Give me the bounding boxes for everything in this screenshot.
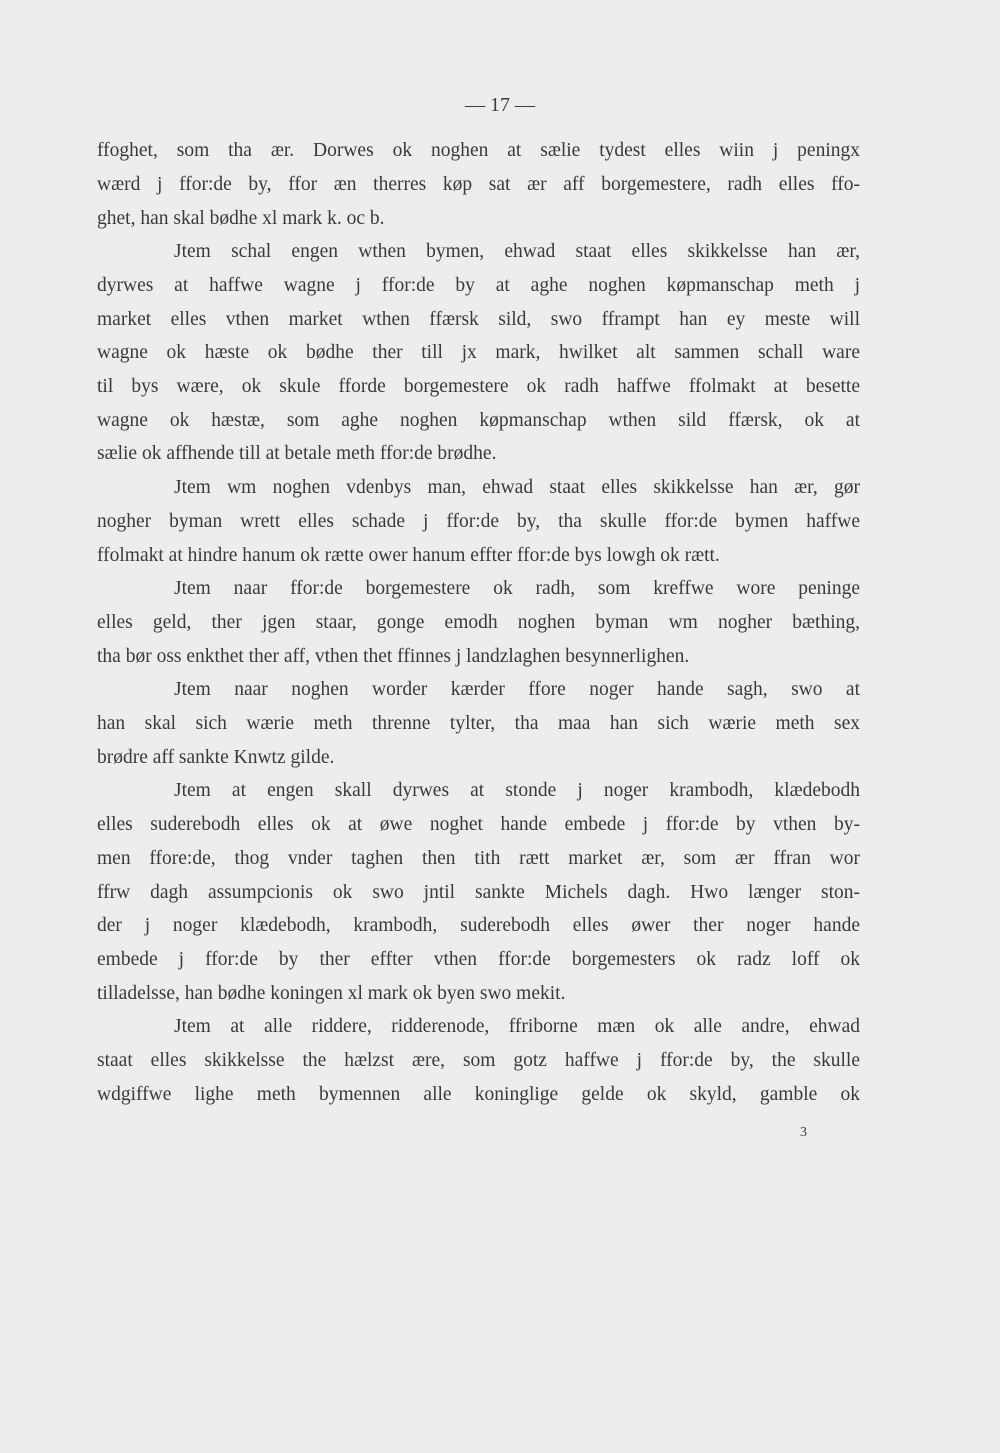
text-line: ffrw dagh assumpcionis ok swo jntil sankte Michels dagh. Hwo længer ston- bbox=[97, 882, 860, 903]
text-line: ghet, han skal bødhe xl mark k. oc b. bbox=[97, 208, 385, 229]
text-line: staat elles skikkelsse the hælzst ære, som gotz haffwe j ffor:de by, the skulle bbox=[97, 1050, 860, 1071]
text-line: Jtem at alle riddere, ridderenode, ffriborne mæn ok alle andre, ehwad bbox=[174, 1016, 860, 1037]
text-line: dyrwes at haffwe wagne j ffor:de by at aghe noghen køpmanschap meth j bbox=[97, 275, 860, 296]
text-line: ffoghet, som tha ær. Dorwes ok noghen at sælie tydest elles wiin j peningx bbox=[97, 140, 860, 161]
text-line: han skal sich wærie meth threnne tylter, tha maa han sich wærie meth sex bbox=[97, 713, 860, 734]
text-line: wdgiffwe lighe meth bymennen alle koninglige gelde ok skyld, gamble ok bbox=[97, 1084, 860, 1105]
text-line: sælie ok affhende till at betale meth ffor:de brødhe. bbox=[97, 443, 497, 464]
text-line: wærd j ffor:de by, ffor æn therres køp sat ær aff borgemestere, radh elles ffo- bbox=[97, 174, 860, 195]
text-line: tha bør oss enkthet ther aff, vthen thet ffinnes j landzlaghen besynnerlighen. bbox=[97, 646, 690, 667]
text-line: market elles vthen market wthen ffærsk sild, swo fframpt han ey meste will bbox=[97, 309, 860, 330]
page-number: — 17 — bbox=[465, 94, 535, 116]
signature-mark: 3 bbox=[800, 1125, 807, 1140]
text-line: elles geld, ther jgen staar, gonge emodh noghen byman wm nogher bæthing, bbox=[97, 612, 860, 633]
text-line: Jtem at engen skall dyrwes at stonde j noger krambodh, klædebodh bbox=[174, 780, 860, 801]
text-line: wagne ok hæste ok bødhe ther till jx mark, hwilket alt sammen schall ware bbox=[97, 342, 860, 363]
text-line: der j noger klædebodh, krambodh, suderebodh elles øwer ther noger hande bbox=[97, 915, 860, 936]
text-line: tilladelsse, han bødhe koningen xl mark ok byen swo mekit. bbox=[97, 983, 566, 1004]
text-line: men ffore:de, thog vnder taghen then tith rætt market ær, som ær ffran wor bbox=[97, 848, 860, 869]
text-line: nogher byman wrett elles schade j ffor:de by, tha skulle ffor:de bymen haffwe bbox=[97, 511, 860, 532]
text-line: embede j ffor:de by ther effter vthen ffor:de borgemesters ok radz loff ok bbox=[97, 949, 860, 970]
text-line: elles suderebodh elles ok at øwe noghet hande embede j ffor:de by vthen by- bbox=[97, 814, 860, 835]
text-line: brødre aff sankte Knwtz gilde. bbox=[97, 747, 335, 768]
text-line: ffolmakt at hindre hanum ok rætte ower hanum effter ffor:de bys lowgh ok rætt. bbox=[97, 545, 720, 566]
text-line: Jtem wm noghen vdenbys man, ehwad staat elles skikkelsse han ær, gør bbox=[174, 477, 860, 498]
text-line: wagne ok hæstæ, som aghe noghen køpmanschap wthen sild ffærsk, ok at bbox=[97, 410, 860, 431]
text-line: til bys wære, ok skule fforde borgemestere ok radh haffwe ffolmakt at besette bbox=[97, 376, 860, 397]
text-line: Jtem naar noghen worder kærder ffore noger hande sagh, swo at bbox=[174, 679, 860, 700]
text-line: Jtem naar ffor:de borgemestere ok radh, som kreffwe wore peninge bbox=[174, 578, 860, 599]
text-line: Jtem schal engen wthen bymen, ehwad staat elles skikkelsse han ær, bbox=[174, 241, 860, 262]
